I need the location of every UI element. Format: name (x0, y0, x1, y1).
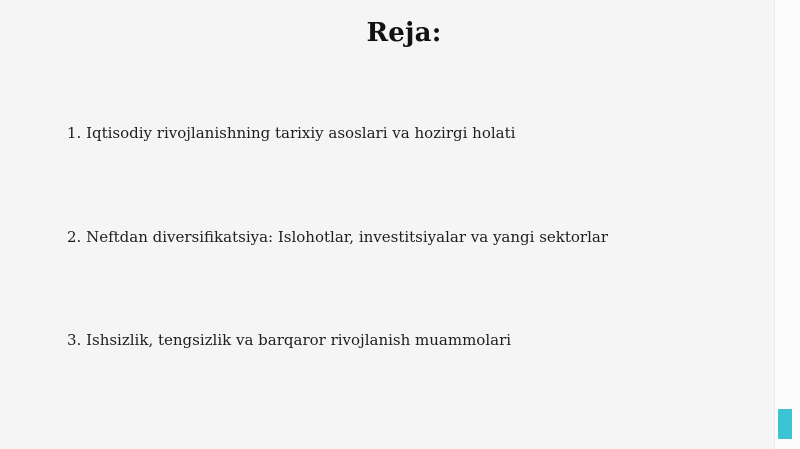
slide-title: Reja: (366, 18, 442, 48)
plan-item-2: 2. Neftdan diversifikatsiya: Islohotlar, investitsiyalar va yangi sektorlar (67, 228, 609, 246)
plan-item-3: 3. Ishsizlik, tengsizlik va barqaror rivojlanish muammolari (67, 331, 512, 349)
scrollbar-track[interactable] (774, 0, 800, 449)
plan-item-1: 1. Iqtisodiy rivojlanishning tarixiy asoslari va hozirgi holati (67, 124, 516, 142)
scrollbar-thumb[interactable] (778, 409, 792, 439)
